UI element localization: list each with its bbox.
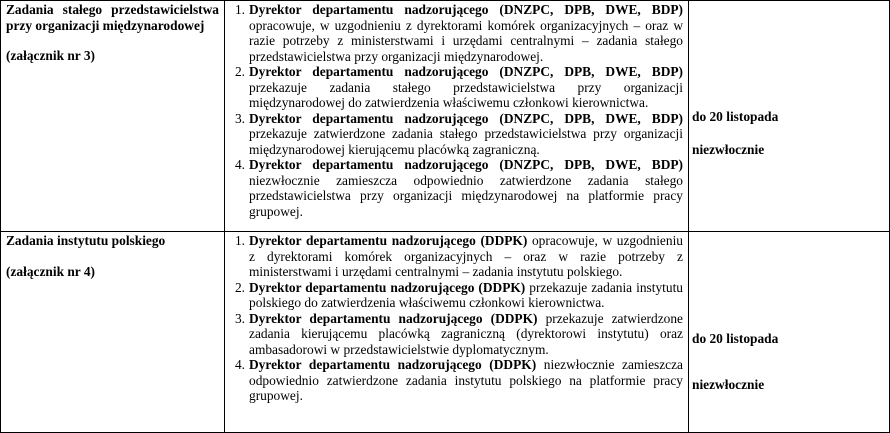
deadline-cell <box>689 232 890 433</box>
step-text: przekazuje zatwierdzone zadania kierującemu placówką zagraniczną (dyrektorowi instytutu) oraz ambasadorowi w przedstawicielstwie dyplomatycznym. <box>249 310 683 357</box>
step-text: opracowuje, w uzgodnieniu z dyrektorami komórek organizacyjnych – oraz w razie potrzeby z ministerstwami i urzędami centralnymi – zadania stałego przedstawicielstwa przy organizacji międzynarodowej. <box>249 17 683 64</box>
list-item: 3. Dyrektor departamentu nadzorującego (DDPK) przekazuje zatwierdzone zadania kierującemu placówką zagraniczną (dyrektorowi instytutu) oraz ambasadorowi w przedstawicielstwie dyplomatycznym. <box>234 310 683 357</box>
list-item: 4. Dyrektor departamentu nadzorującego (DNZPC, DPB, DWE, BDP) niezwłocznie zamieszcza odpowiednio zatwierdzone zadania stałego przedstawicielstwa przy organizacji międzynarodowej na platformie pracy grupowej. <box>234 157 683 219</box>
deadline: do 20 listopada <box>692 109 779 124</box>
step-text: opracowuje, w uzgodnieniu z dyrektorami komórek organizacyjnych – oraz w razie potrzeby z ministerstwami i urzędami centralnymi – zadania instytutu polskiego. <box>249 233 683 279</box>
list-item: 4. Dyrektor departamentu nadzorującego (DDPK) niezwłocznie zamieszcza odpowiednio zatwierdzone zadania instytutu polskiego na platformie pracy grupowej. <box>234 357 683 403</box>
steps-list <box>227 2 683 219</box>
actor: Dyrektor departamentu nadzorującego (DDPK) <box>249 279 526 295</box>
annex-reference: (załącznik nr 4) <box>6 263 96 279</box>
table-row <box>1 1 890 232</box>
step-text: przekazuje zadania stałego przedstawicielstwa przy organizacji międzynarodowej do zatwierdzenia właściwemu członkowi kierownictwa. <box>249 79 683 110</box>
deadline: niezwłocznie <box>692 376 765 392</box>
deadline: niezwłocznie <box>692 141 765 157</box>
actor: Dyrektor departamentu nadzorującego (DNZPC, DPB, DWE, BDP) <box>249 110 683 126</box>
task-title: Zadania stałego przedstawicielstwa przy organizacji międzynarodowej <box>6 2 219 33</box>
actor: Dyrektor departamentu nadzorującego (DDPK) <box>249 357 537 372</box>
list-item: 3. Dyrektor departamentu nadzorującego (DNZPC, DPB, DWE, BDP) przekazuje zatwierdzone zadania stałego przedstawicielstwa przy organizacji międzynarodowej kierującemu placówką zagraniczną. <box>234 110 683 157</box>
step-text: niezwłocznie zamieszcza odpowiednio zatwierdzone zadania stałego przedstawicielstwa przy organizacji międzynarodowej na platformie pracy grupowej. <box>249 172 683 219</box>
steps-cell <box>225 1 689 232</box>
task-name-cell <box>1 232 225 433</box>
task-title: Zadania instytutu polskiego <box>6 233 166 248</box>
deadline: do 20 listopada <box>692 331 779 346</box>
steps-list <box>227 233 683 404</box>
actor: Dyrektor departamentu nadzorującego (DNZPC, DPB, DWE, BDP) <box>249 157 683 172</box>
actor: Dyrektor departamentu nadzorującego (DNZPC, DPB, DWE, BDP) <box>249 64 683 79</box>
steps-cell <box>225 232 689 433</box>
list-item: 1. Dyrektor departamentu nadzorującego (DNZPC, DPB, DWE, BDP) opracowuje, w uzgodnieniu z dyrektorami komórek organizacyjnych – oraz w razie potrzeby z ministerstwami i urzędami centralnymi – zadania stałego przedstawicielstwa przy organizacji międzynarodowej. <box>234 2 683 64</box>
actor: Dyrektor departamentu nadzorującego (DDPK) <box>249 233 528 248</box>
task-name-cell <box>1 1 225 232</box>
step-text: niezwłocznie zamieszcza odpowiednio zatwierdzone zadania instytutu polskiego na platformie pracy grupowej. <box>249 357 683 403</box>
annex-reference: (załącznik nr 3) <box>6 48 96 63</box>
step-text: przekazuje zatwierdzone zadania stałego przedstawicielstwa przy organizacji międzynarodowej kierującemu placówką zagraniczną. <box>249 126 683 157</box>
actor: Dyrektor departamentu nadzorującego (DDPK) <box>249 310 538 326</box>
deadline-cell <box>689 1 890 232</box>
list-item: 2. Dyrektor departamentu nadzorującego (DDPK) przekazuje zadania instytutu polskiego do zatwierdzenia właściwemu członkowi kierownictwa. <box>234 279 683 310</box>
list-item: 2. Dyrektor departamentu nadzorującego (DNZPC, DPB, DWE, BDP) przekazuje zadania stałego przedstawicielstwa przy organizacji międzynarodowej do zatwierdzenia właściwemu członkowi kierownictwa. <box>234 64 683 110</box>
actor: Dyrektor departamentu nadzorującego (DNZPC, DPB, DWE, BDP) <box>249 2 683 17</box>
table-row <box>1 232 890 433</box>
step-text: przekazuje zadania instytutu polskiego do zatwierdzenia właściwemu członkowi kierownictwa. <box>249 279 683 310</box>
list-item: 1. Dyrektor departamentu nadzorującego (DDPK) opracowuje, w uzgodnieniu z dyrektorami komórek organizacyjnych – oraz w razie potrzeby z ministerstwami i urzędami centralnymi – zadania instytutu polskiego. <box>234 233 683 279</box>
